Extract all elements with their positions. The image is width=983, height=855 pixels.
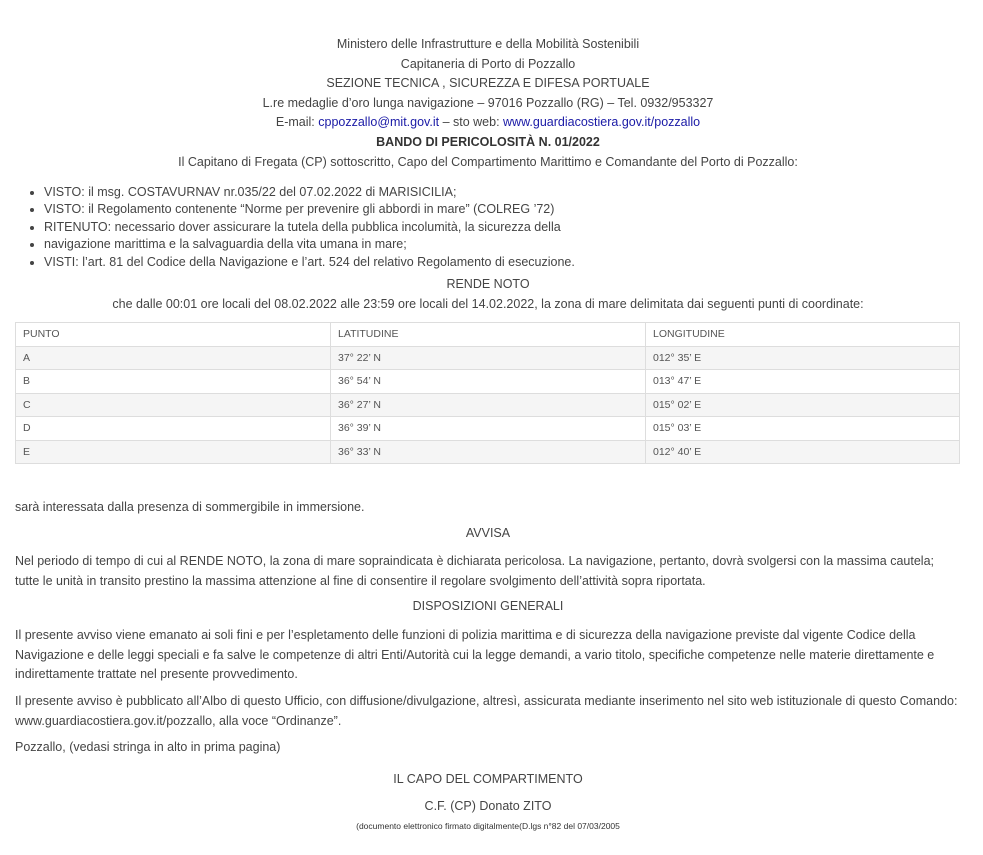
site-label: – sto web: xyxy=(439,115,504,130)
list-item: • VISTO: il msg. COSTAVURNAV nr.035/22 del 07.02.2022 di MARISICILIA; xyxy=(44,184,744,201)
contact-line xyxy=(0,113,976,133)
longitude-cell: 012° 35’ E xyxy=(646,346,960,370)
signature-name: C.F. (CP) Donato ZITO xyxy=(424,799,552,813)
list-item: • RITENUTO: necessario dover assicurare la tutela della pubblica incolumità, la sicurezza della xyxy=(44,219,744,236)
signature-role: IL CAPO DEL COMPARTIMENTO xyxy=(393,772,583,786)
point-cell: B xyxy=(16,370,331,394)
document-header xyxy=(0,35,976,172)
ministry-name: Ministero delle Infrastrutture e della Mobilità Sostenibili xyxy=(336,37,640,51)
place-date: Pozzallo, (vedasi stringa in alto in prima pagina) xyxy=(15,740,281,754)
intro-text: Il Capitano di Fregata (CP) sottoscritto, Capo del Compartimento Marittimo e Comandante del Porto di Pozzallo: xyxy=(178,154,798,169)
column-header-longitude: LONGITUDINE xyxy=(646,323,960,347)
table-row xyxy=(16,440,960,464)
document-title: BANDO DI PERICOLOSITÀ N. 01/2022 xyxy=(376,134,600,149)
longitude-cell: 013° 47’ E xyxy=(646,370,960,394)
table-row xyxy=(16,346,960,370)
list-item: • navigazione marittima e la salvaguardia della vita umana in mare; xyxy=(44,236,744,253)
office-name: Capitaneria di Porto di Pozzallo xyxy=(400,56,576,71)
coordinates-table xyxy=(15,322,960,464)
point-cell: C xyxy=(16,393,331,417)
website-link[interactable]: www.guardiacostiera.gov.it/pozzallo xyxy=(503,115,701,130)
disposizioni-text-2: Il presente avviso è pubblicato all’Albo di questo Ufficio, con diffusione/divulgazione, altresì, assicurata mediante inserimento nel sito web istituzionale di questo Comando: www.guardiacostiera.gov.it/pozzallo, alla voce “Ordinanze”. xyxy=(15,694,958,728)
column-header-punto: PUNTO xyxy=(16,323,331,347)
disposizioni-heading: DISPOSIZIONI GENERALI xyxy=(412,599,564,613)
table-row xyxy=(16,417,960,441)
list-item: • VISTI: l’art. 81 del Codice della Navigazione e l’art. 524 del relativo Regolamento di esecuzione. xyxy=(44,254,744,271)
table-row xyxy=(16,393,960,417)
table-header-row xyxy=(16,323,960,347)
latitude-cell: 36° 27’ N xyxy=(331,393,646,417)
email-link[interactable]: cppozzallo@mit.gov.it xyxy=(318,115,440,130)
digital-signature-note: (documento elettronico firmato digitalmente(D.lgs n°82 del 07/03/2005 xyxy=(356,821,620,831)
office-address: L.re medaglie d’oro lunga navigazione – 97016 Pozzallo (RG) – Tel. 0932/953327 xyxy=(262,95,714,110)
premises-list xyxy=(16,184,744,271)
list-item: • VISTO: il Regolamento contenente “Norme per prevenire gli abbordi in mare” (COLREG ’72) xyxy=(44,201,744,218)
point-cell: A xyxy=(16,346,331,370)
latitude-cell: 36° 33’ N xyxy=(331,440,646,464)
longitude-cell: 015° 03’ E xyxy=(646,417,960,441)
column-header-latitude: LATITUDINE xyxy=(331,323,646,347)
table-row xyxy=(16,370,960,394)
rende-noto-text: che dalle 00:01 ore locali del 08.02.2022 alle 23:59 ore locali del 14.02.2022, la zona di mare delimitata dai seguenti punti di coordinate: xyxy=(112,297,864,311)
longitude-cell: 015° 02’ E xyxy=(646,393,960,417)
section-name: SEZIONE TECNICA , SICUREZZA E DIFESA PORTUALE xyxy=(326,76,650,91)
disposizioni-text-1: Il presente avviso viene emanato ai soli fini e per l’espletamento delle funzioni di polizia marittima e di sicurezza della navigazione previste dal vigente Codice della Navigazione e delle leggi speciali e fa salve le competenze di altri Enti/Autorità cui la legge demandi, a vario titolo, specifiche competenze nelle materie direttamente e indirettamente trattate nel presente provvedimento. xyxy=(15,628,935,682)
rende-noto-heading: RENDE NOTO xyxy=(446,277,530,291)
latitude-cell: 37° 22’ N xyxy=(331,346,646,370)
point-cell: E xyxy=(16,440,331,464)
after-table-text: sarà interessata dalla presenza di sommergibile in immersione. xyxy=(15,500,365,514)
longitude-cell: 012° 40’ E xyxy=(646,440,960,464)
latitude-cell: 36° 54’ N xyxy=(331,370,646,394)
avvisa-heading: AVVISA xyxy=(465,526,511,540)
avvisa-text: Nel periodo di tempo di cui al RENDE NOTO, la zona di mare sopraindicata è dichiarata pericolosa. La navigazione, pertanto, dovrà svolgersi con la massima cautela; tutte le unità in transito prestino la massima attenzione al fine di consentire il regolare svolgimento dell’attività sopra riportata. xyxy=(15,554,934,588)
email-label: E-mail: xyxy=(275,115,319,130)
point-cell: D xyxy=(16,417,331,441)
latitude-cell: 36° 39’ N xyxy=(331,417,646,441)
